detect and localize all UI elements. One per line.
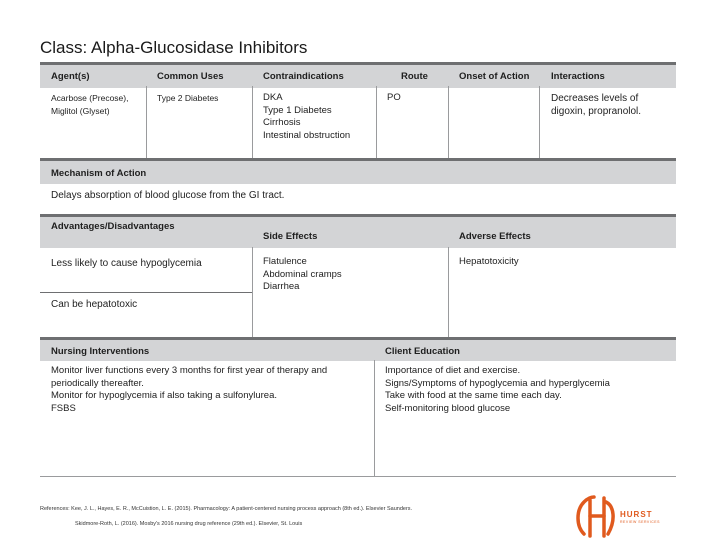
divider [539,86,540,158]
divider [252,86,253,158]
divider [448,86,449,158]
cell-nursing: Monitor liver functions every 3 months for first year of therapy and periodically thereafter. Monitor for hypoglycemia if also taking a sulfonylurea. FSBS [51,365,328,414]
header-client-education: Client Education [385,346,460,357]
header-common-uses: Common Uses [157,71,224,82]
reference-1: References: Kee, J. L., Hayes, E. R., McCuistion, L. E. (2015). Pharmacology: A patient-centered nursing process approach (8th ed.). Elsevier Saunders. [40,506,413,512]
page-title: Class: Alpha-Glucosidase Inhibitors [40,38,308,57]
divider [146,86,147,158]
logo-subtext: REVIEW SERVICES [620,520,660,524]
divider [374,360,375,476]
header-advantages: Advantages/Disadvantages [51,221,175,232]
cell-agents: Acarbose (Precose), Miglitol (Glyset) [51,93,129,116]
cell-adverse-effects: Hepatotoxicity [459,256,519,267]
divider [376,86,377,158]
hurst-logo [570,490,680,540]
header-route: Route [401,71,428,82]
cell-interactions: Decreases levels of digoxin, propranolol. [551,93,642,117]
mechanism-text: Delays absorption of blood glucose from the GI tract. [51,190,285,201]
header-interactions: Interactions [551,71,605,82]
cell-education: Importance of diet and exercise. Signs/Symptoms of hypoglycemia and hyperglycemia Take with food at the same time each day. Self-monitoring blood glucose [385,365,610,414]
cell-side-effects: Flatulence Abdominal cramps Diarrhea [263,256,342,292]
reference-2: Skidmore-Roth, L. (2016). Mosby's 2016 nursing drug reference (29th ed.). Elsevier, St. Louis [75,521,303,527]
cell-disadvantage: Can be hepatotoxic [51,299,138,310]
header-onset: Onset of Action [459,71,530,82]
header-nursing-interventions: Nursing Interventions [51,346,150,357]
header-side-effects: Side Effects [263,231,318,242]
cell-common-uses: Type 2 Diabetes [157,93,219,103]
header-contraindications: Contraindications [263,71,344,82]
cell-contraindications: DKA Type 1 Diabetes Cirrhosis Intestinal obstruction [263,92,351,141]
divider [252,247,253,337]
mechanism-title: Mechanism of Action [51,168,147,179]
divider [448,247,449,337]
cell-route: PO [387,92,401,103]
cell-advantage: Less likely to cause hypoglycemia [51,258,202,269]
logo-text: HURST [620,510,653,519]
header-agents: Agent(s) [51,71,90,82]
header-adverse-effects: Adverse Effects [459,231,531,242]
table-bottom-border [40,476,676,477]
divider [40,292,252,293]
